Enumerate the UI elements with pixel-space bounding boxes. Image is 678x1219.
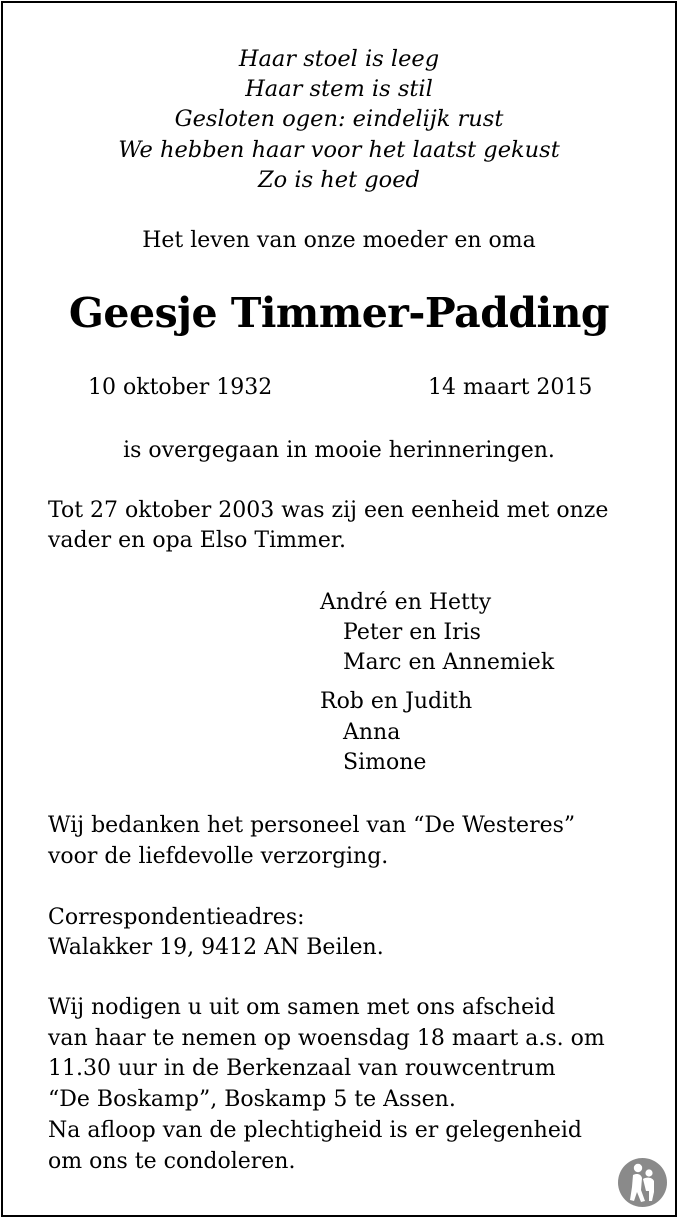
- poem-line: Zo is het goed: [258, 167, 420, 193]
- thanks-line: Wij bedanken het personeel van “De Westeres”: [48, 813, 576, 838]
- invite-line: “De Boskamp”, Boskamp 5 te Assen.: [48, 1087, 456, 1112]
- poem-line: Haar stoel is leeg: [238, 46, 440, 72]
- invite-line: Na afloop van de plechtigheid is er gelegenheid: [48, 1118, 582, 1143]
- poem-line: We hebben haar voor het laatst gekust: [118, 137, 560, 163]
- family-child: Peter en Iris: [343, 620, 481, 645]
- poem-line: Haar stem is stil: [245, 76, 433, 102]
- family-head: André en Hetty: [320, 590, 492, 615]
- thanks-line: voor de liefdevolle verzorging.: [48, 844, 389, 869]
- deceased-name: Geesje Timmer-Padding: [68, 289, 610, 337]
- invite-line: 11.30 uur in de Berkenzaal van rouwcentrum: [48, 1056, 556, 1081]
- intro-text: Het leven van onze moeder en oma: [142, 228, 536, 253]
- death-date: 14 maart 2015: [428, 375, 593, 400]
- family-child: Anna: [343, 720, 401, 745]
- invite-line: Wij nodigen u uit om samen met ons afscheid: [48, 995, 556, 1020]
- address-value: Walakker 19, 9412 AN Beilen.: [48, 935, 384, 960]
- address-label: Correspondentieadres:: [48, 905, 305, 930]
- memorial-figure-icon: [617, 1157, 668, 1208]
- invite-line: van haar te nemen op woensdag 18 maart a.s. om: [48, 1026, 605, 1051]
- family-child: Simone: [343, 750, 427, 775]
- invite-line: om ons te condoleren.: [48, 1149, 296, 1174]
- spouse-line: Tot 27 oktober 2003 was zij een eenheid met onze: [48, 498, 609, 523]
- passed-text: is overgegaan in mooie herinneringen.: [123, 438, 555, 463]
- spouse-line: vader en opa Elso Timmer.: [48, 528, 346, 553]
- birth-date: 10 oktober 1932: [88, 375, 273, 400]
- poem-line: Gesloten ogen: eindelijk rust: [174, 106, 504, 132]
- family-child: Marc en Annemiek: [343, 650, 555, 675]
- family-head: Rob en Judith: [320, 689, 473, 714]
